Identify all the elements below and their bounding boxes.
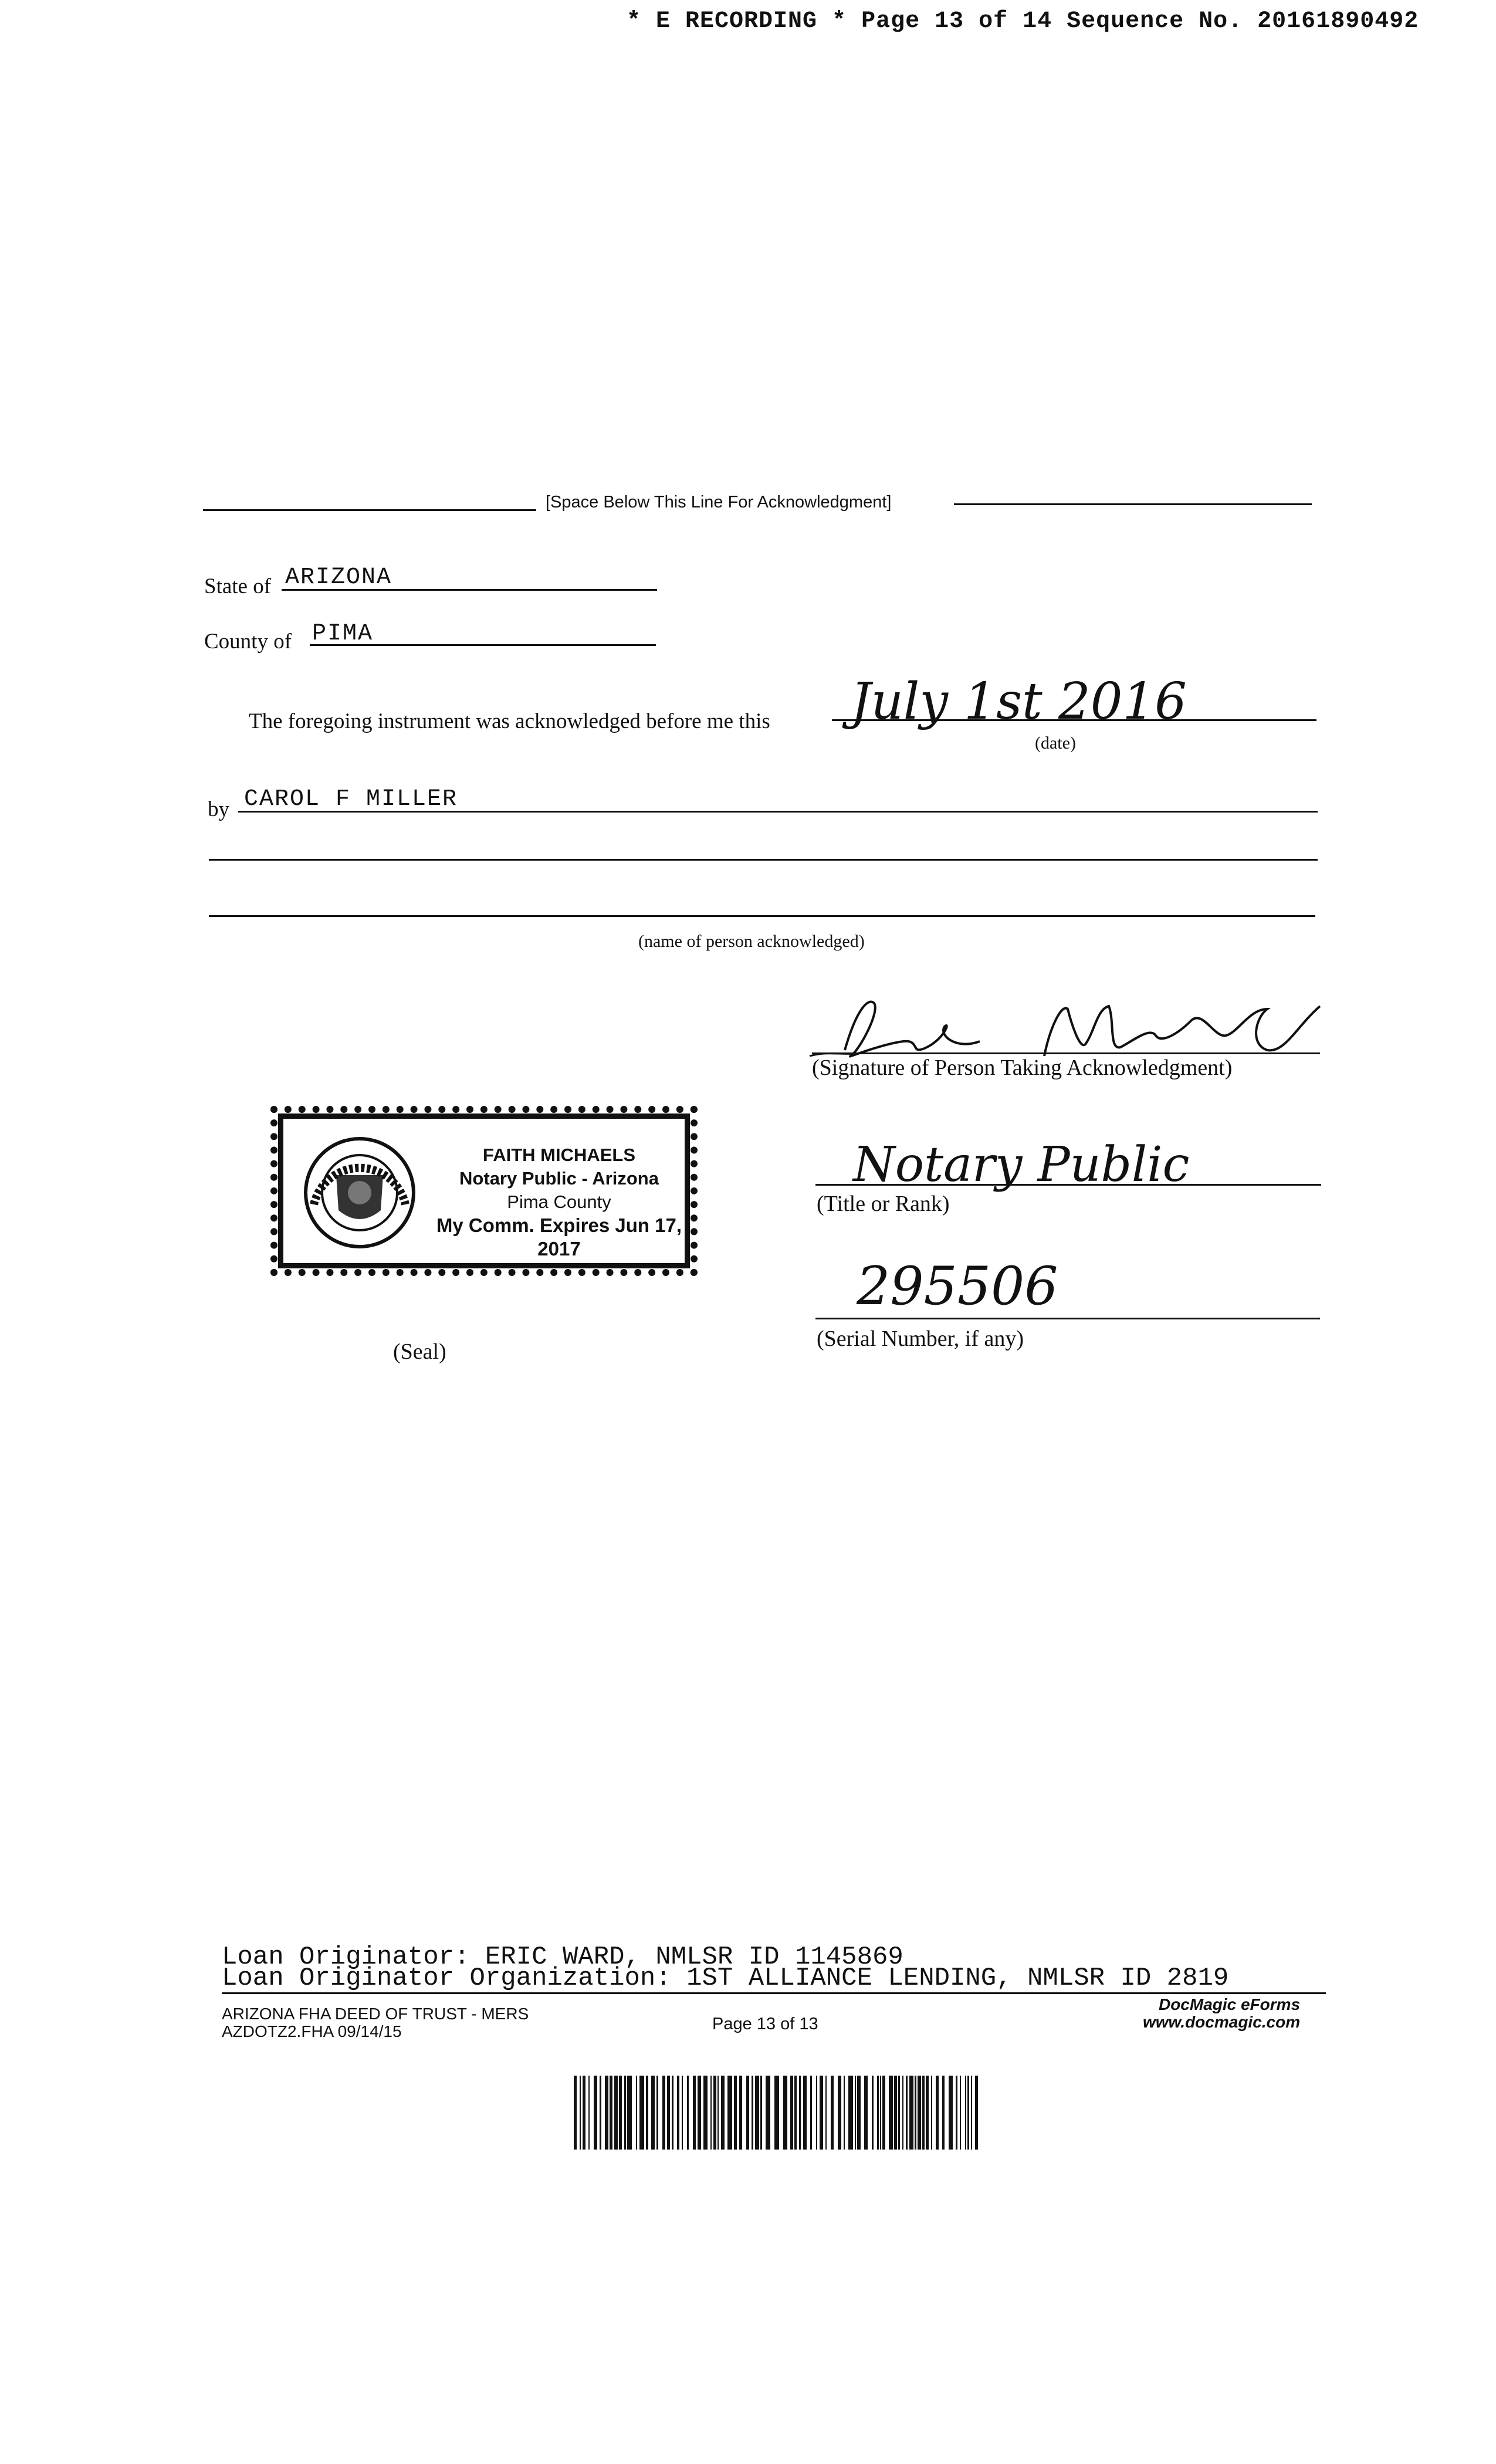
county-label: County of (204, 629, 292, 654)
acknowledgment-banner: [Space Below This Line For Acknowledgment] (546, 493, 892, 512)
title-caption: (Title or Rank) (817, 1192, 950, 1216)
barcode-bar (727, 2076, 732, 2150)
barcode-bar (717, 2076, 719, 2150)
barcode-bar (794, 2076, 797, 2150)
person-line-3 (209, 915, 1315, 917)
by-value: CAROL F MILLER (244, 786, 458, 813)
state-label: State of (204, 574, 272, 598)
loan-originator-organization: Loan Originator Organization: 1ST ALLIANCE LENDING, NMLSR ID 2819 (222, 1964, 1229, 1993)
barcode-bar (975, 2076, 978, 2150)
barcode-bar (894, 2076, 897, 2150)
barcode-bar (909, 2076, 913, 2150)
stamp-county: Pima County (507, 1192, 611, 1212)
stamp-name: FAITH MICHAELS (482, 1145, 636, 1165)
signature-caption: (Signature of Person Taking Acknowledgment) (812, 1055, 1233, 1080)
barcode-bar (667, 2076, 670, 2150)
loan-originator: Loan Originator: ERIC WARD, NMLSR ID 1145869 (222, 1942, 903, 1972)
barcode-bar (766, 2076, 770, 2150)
barcode-bar (627, 2076, 632, 2150)
state-value: ARIZONA (285, 564, 392, 591)
barcode-bar (636, 2076, 637, 2150)
barcode-bar (682, 2076, 683, 2150)
barcode-bar (931, 2076, 932, 2150)
barcode-bar (810, 2076, 812, 2150)
barcode-bar (746, 2076, 749, 2150)
barcode-bar (698, 2076, 701, 2150)
barcode-bar (752, 2076, 753, 2150)
date-caption: (date) (1035, 733, 1076, 753)
barcode-bar (857, 2076, 861, 2150)
brand-name: DocMagic eForms (1158, 1995, 1301, 2013)
barcode-bar (721, 2076, 725, 2150)
form-code: AZDOTZ2.FHA 09/14/15 (222, 2022, 402, 2040)
county-value: PIMA (312, 621, 374, 647)
barcode-bar (967, 2076, 969, 2150)
barcode-bar (580, 2076, 581, 2150)
foregoing-text: The foregoing instrument was acknowledged before me this (249, 709, 770, 733)
barcode-bar (949, 2076, 953, 2150)
notary-stamp (278, 1113, 690, 1268)
title-underline (815, 1184, 1321, 1186)
docmagic-brand (1143, 1996, 1300, 2031)
barcode-bar (662, 2076, 665, 2150)
barcode-bar (583, 2076, 585, 2150)
barcode-bar (816, 2076, 817, 2150)
barcode-bar (820, 2076, 823, 2150)
stamp-title: Notary Public - Arizona (459, 1168, 659, 1189)
date-underline (832, 719, 1316, 721)
barcode-bar (864, 2076, 868, 2150)
barcode-bar (902, 2076, 903, 2150)
barcode-bar (624, 2076, 626, 2150)
barcode-bar (600, 2076, 601, 2150)
barcode-bar (926, 2076, 929, 2150)
barcode-bar (687, 2076, 689, 2150)
handwritten-date: July 1st 2016 (851, 672, 1187, 731)
barcode-bar (693, 2076, 696, 2150)
seal-caption: (Seal) (393, 1339, 446, 1364)
barcode-bar (734, 2076, 737, 2150)
barcode-bar (960, 2076, 961, 2150)
barcode-bar (838, 2076, 841, 2150)
barcode-bar (915, 2076, 916, 2150)
barcode-bar (783, 2076, 787, 2150)
handwritten-title: Notary Public (853, 1137, 1190, 1193)
barcode-bar (651, 2076, 655, 2150)
barcode-bar (831, 2076, 834, 2150)
state-underline (282, 589, 657, 591)
barcode-bar (614, 2076, 618, 2150)
barcode-bar (877, 2076, 879, 2150)
barcode-bar (956, 2076, 957, 2150)
form-name: ARIZONA FHA DEED OF TRUST - MERS (222, 2005, 529, 2023)
barcode-bar (610, 2076, 612, 2150)
barcode-bar (942, 2076, 945, 2150)
barcode-bar (965, 2076, 966, 2150)
barcode-bar (774, 2076, 779, 2150)
ack-rule-right (954, 503, 1312, 505)
stamp-expires: My Comm. Expires Jun 17, 2017 (436, 1214, 682, 1260)
form-id-block (222, 2005, 529, 2040)
barcode-bar (906, 2076, 908, 2150)
footer-page-number: Page 13 of 13 (712, 2015, 818, 2033)
state-seal-icon (301, 1134, 418, 1251)
by-underline (238, 811, 1318, 813)
barcode-bar (872, 2076, 874, 2150)
barcode-bar (703, 2076, 708, 2150)
ack-rule-left (203, 509, 536, 511)
barcode-bar (898, 2076, 900, 2150)
serial-caption: (Serial Number, if any) (817, 1326, 1024, 1351)
barcode-bar (677, 2076, 679, 2150)
person-line-2 (209, 859, 1318, 861)
barcode-bar (619, 2076, 622, 2150)
loan-originator-block (222, 1942, 1229, 1993)
by-label: by (208, 797, 229, 821)
handwritten-serial: 295506 (857, 1255, 1058, 1317)
barcode-bar (918, 2076, 921, 2150)
barcode-bar (799, 2076, 801, 2150)
footer-rule (222, 1992, 1326, 1994)
barcode-bar (803, 2076, 807, 2150)
document-barcode (574, 2076, 980, 2150)
barcode-bar (755, 2076, 759, 2150)
barcode-bar (713, 2076, 716, 2150)
barcode-bar (848, 2076, 853, 2150)
barcode-bar (882, 2076, 885, 2150)
barcode-bar (739, 2076, 742, 2150)
barcode-bar (855, 2076, 856, 2150)
barcode-bar (844, 2076, 845, 2150)
barcode-bar (656, 2076, 658, 2150)
serial-underline (815, 1318, 1320, 1319)
barcode-bar (790, 2076, 793, 2150)
barcode-bar (922, 2076, 925, 2150)
barcode-bar (594, 2076, 597, 2150)
barcode-bar (825, 2076, 827, 2150)
barcode-bar (672, 2076, 673, 2150)
barcode-bar (710, 2076, 712, 2150)
barcode-bar (605, 2076, 608, 2150)
barcode-bar (646, 2076, 648, 2150)
signature-underline (812, 1052, 1320, 1054)
person-caption: (name of person acknowledged) (638, 932, 865, 951)
barcode-bar (588, 2076, 590, 2150)
barcode-bar (760, 2076, 762, 2150)
barcode-bar (889, 2076, 893, 2150)
barcode-bar (936, 2076, 939, 2150)
recording-header: * E RECORDING * Page 13 of 14 Sequence No. 20161890492 (627, 8, 1419, 35)
barcode-bar (639, 2076, 644, 2150)
barcode-bar (880, 2076, 881, 2150)
barcode-bar (971, 2076, 972, 2150)
brand-url: www.docmagic.com (1143, 2013, 1301, 2031)
barcode-bar (574, 2076, 577, 2150)
county-underline (310, 644, 656, 646)
